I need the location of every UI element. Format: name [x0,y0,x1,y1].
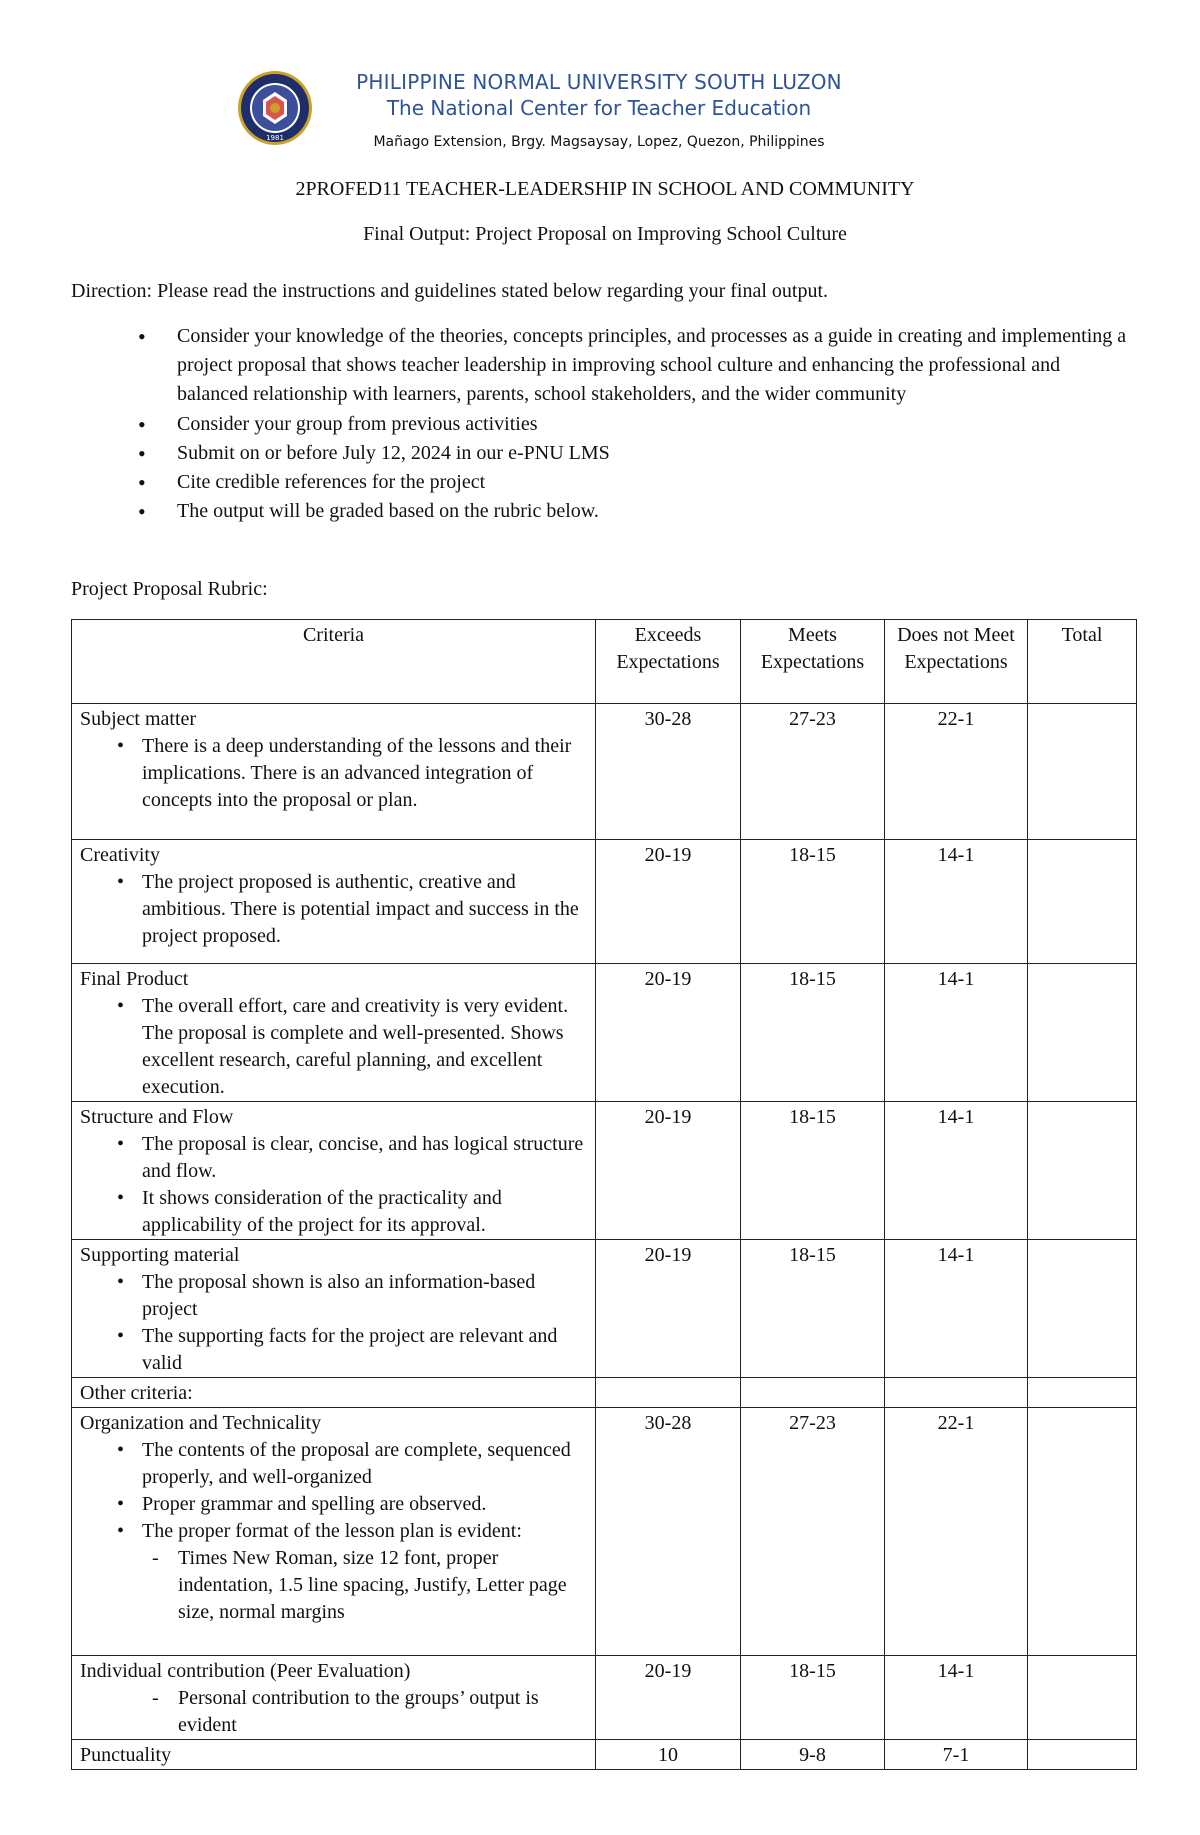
criteria-cell [72,1408,596,1656]
criteria-title: Final Product [80,968,189,990]
does-not-meet-score: 14-1 [885,964,1028,1102]
rubric-table [71,619,1137,1770]
meets-score: 18-15 [741,964,885,1102]
instruction-item: • Submit on or before July 12, 2024 in our e-PNU LMS [136,439,1136,468]
criteria-cell [72,964,596,1102]
total-cell [1028,1102,1137,1240]
meets-score: 9-8 [741,1740,885,1770]
column-header-exceeds: Exceeds Expectations [596,620,741,704]
exceeds-score: 10 [596,1740,741,1770]
criteria-cell [72,1102,596,1240]
criteria-bullet: • The proper format of the lesson plan is evident: [80,1518,587,1545]
total-cell [1028,1656,1137,1740]
criteria-title: Structure and Flow [80,1106,234,1128]
table-row [72,964,1137,1102]
column-header-meets: Meets Expectations [741,620,885,704]
does-not-meet-score: 14-1 [885,1102,1028,1240]
criteria-bullet: • The contents of the proposal are complete, sequenced properly, and well-organized [80,1437,587,1491]
criteria-bullet: • The proposal shown is also an information-based project [80,1269,587,1323]
instruction-item: • Consider your group from previous activities [136,410,1136,439]
exceeds-score: 20-19 [596,840,741,964]
empty-cell [596,1378,741,1408]
total-cell [1028,964,1137,1102]
table-header-row [72,620,1137,704]
criteria-bullet: • Proper grammar and spelling are observed. [80,1491,587,1518]
document-subtitle: Final Output: Project Proposal on Improving School Culture [363,223,847,245]
exceeds-score: 20-19 [596,1656,741,1740]
total-cell [1028,1408,1137,1656]
criteria-sub-item: - Personal contribution to the groups’ output is evident [80,1685,587,1739]
criteria-cell [72,1240,596,1378]
table-row [72,840,1137,964]
empty-cell [1028,1378,1137,1408]
exceeds-score: 30-28 [596,1408,741,1656]
criteria-cell [72,1656,596,1740]
empty-cell [741,1378,885,1408]
criteria-title: Individual contribution (Peer Evaluation) [80,1660,411,1682]
meets-score: 27-23 [741,1408,885,1656]
course-title: 2PROFED11 TEACHER-LEADERSHIP IN SCHOOL AND COMMUNITY [295,178,915,200]
meets-score: 18-15 [741,1102,885,1240]
instruction-item: • Cite credible references for the project [136,468,1136,497]
total-cell [1028,1740,1137,1770]
criteria-title: Punctuality [80,1744,172,1766]
column-header-total: Total [1028,620,1137,704]
total-cell [1028,704,1137,840]
exceeds-score: 20-19 [596,1240,741,1378]
meets-score: 18-15 [741,1240,885,1378]
exceeds-score: 20-19 [596,1102,741,1240]
criteria-title: Creativity [80,844,160,866]
does-not-meet-score: 14-1 [885,1240,1028,1378]
table-row [72,1240,1137,1378]
table-row [72,1408,1137,1656]
table-row [72,1656,1137,1740]
table-row [72,1378,1137,1408]
university-address: Mañago Extension, Brgy. Magsaysay, Lopez, Quezon, Philippines [373,134,825,150]
instruction-item: • The output will be graded based on the rubric below. [136,497,1136,526]
criteria-cell [72,840,596,964]
table-row [72,1740,1137,1770]
criteria-sub-item: - Times New Roman, size 12 font, proper indentation, 1.5 line spacing, Justify, Letter page size, normal margins [80,1545,587,1626]
column-header-criteria: Criteria [72,620,596,704]
does-not-meet-score: 22-1 [885,704,1028,840]
total-cell [1028,1240,1137,1378]
criteria-cell [72,704,596,840]
university-tagline: The National Center for Teacher Education [386,96,812,120]
does-not-meet-score: 14-1 [885,840,1028,964]
meets-score: 18-15 [741,840,885,964]
rubric-heading: Project Proposal Rubric: [71,578,268,600]
does-not-meet-score: 14-1 [885,1656,1028,1740]
criteria-title: Organization and Technicality [80,1412,322,1434]
total-cell [1028,840,1137,964]
instructions-list [136,322,1136,526]
exceeds-score: 20-19 [596,964,741,1102]
instruction-item: • Consider your knowledge of the theories, concepts principles, and processes as a guide in creating and implementing a project proposal that shows teacher leadership in improving school culture and enhancing the professional and balanced relationship with learners, parents, school stakeholders, and the wider community [136,322,1136,410]
meets-score: 18-15 [741,1656,885,1740]
criteria-bullet: • The overall effort, care and creativity is very evident. The proposal is complete and well-presented. Shows excellent research, careful planning, and excellent execution. [80,993,587,1101]
direction-text: Direction: Please read the instructions and guidelines stated below regarding your final output. [71,280,829,302]
exceeds-score: 30-28 [596,704,741,840]
column-header-does-not-meet: Does not Meet Expectations [885,620,1028,704]
other-criteria-label: Other criteria: [72,1378,596,1408]
criteria-bullet: • The supporting facts for the project are relevant and valid [80,1323,587,1377]
does-not-meet-score: 22-1 [885,1408,1028,1656]
university-seal-icon [237,70,313,146]
criteria-bullet: • There is a deep understanding of the lessons and their implications. There is an advanced integration of concepts into the proposal or plan. [80,733,587,814]
svg-text:1981: 1981 [266,134,284,142]
does-not-meet-score: 7-1 [885,1740,1028,1770]
table-row [72,704,1137,840]
criteria-bullet: • The proposal is clear, concise, and has logical structure and flow. [80,1131,587,1185]
criteria-bullet: • It shows consideration of the practicality and applicability of the project for its approval. [80,1185,587,1239]
criteria-cell [72,1740,596,1770]
criteria-bullet: • The project proposed is authentic, creative and ambitious. There is potential impact and success in the project proposed. [80,869,587,950]
meets-score: 27-23 [741,704,885,840]
university-name: PHILIPPINE NORMAL UNIVERSITY SOUTH LUZON [356,70,842,94]
table-row [72,1102,1137,1240]
criteria-title: Supporting material [80,1244,240,1266]
empty-cell [885,1378,1028,1408]
criteria-title: Subject matter [80,708,197,730]
